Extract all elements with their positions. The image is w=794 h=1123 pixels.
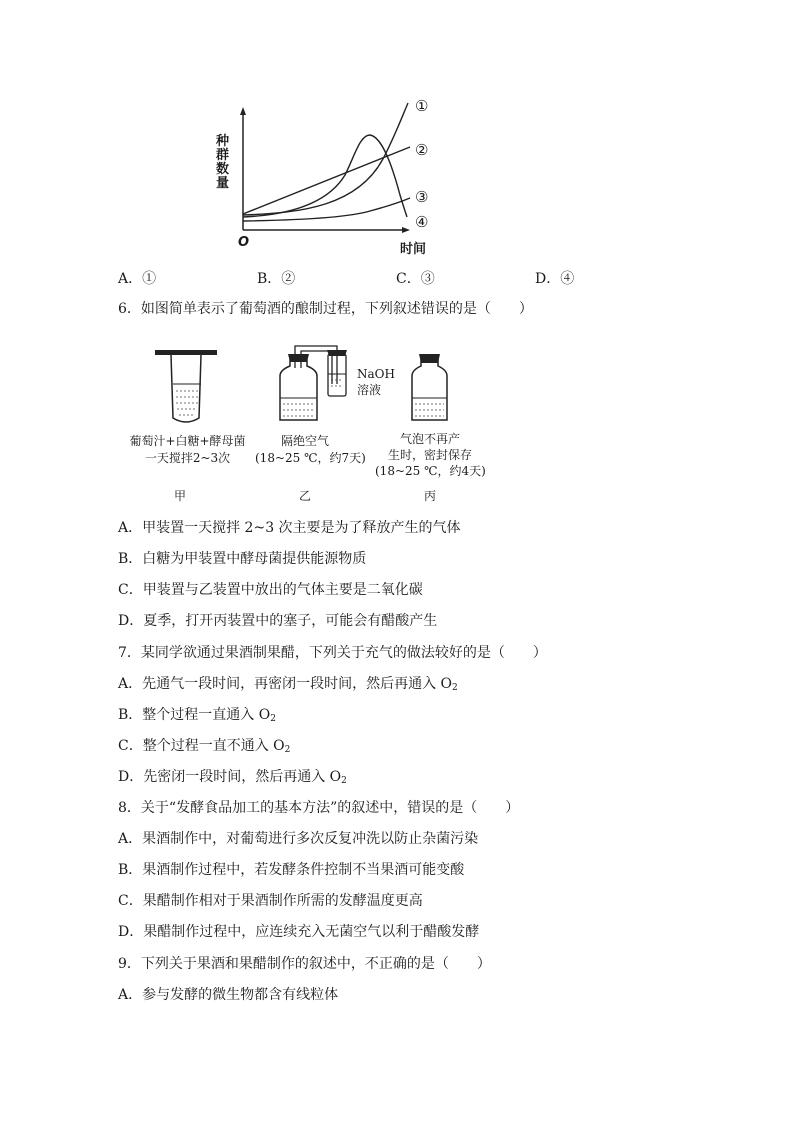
- jia-caption-line1: 葡萄汁+白糖+酵母菌: [129, 434, 246, 448]
- fermentation-figure: [125, 338, 495, 508]
- bing-caption-line3: (18~25 ℃，约4天): [375, 464, 486, 478]
- q7-option-c[interactable]: [118, 736, 290, 760]
- curve-1: [243, 103, 408, 215]
- x-axis-arrow: [402, 227, 410, 233]
- naoh-label-line1: NaOH: [357, 367, 395, 381]
- q7-stem: 7．某同学欲通过果酒制果醋，下列关于充气的做法较好的是（ ）: [118, 645, 547, 661]
- label-jia: 甲: [173, 489, 186, 503]
- q8-stem: 8．关于“发酵食品加工的基本方法”的叙述中，错误的是（ ）: [118, 800, 520, 816]
- yi-caption-line1: 隔绝空气: [280, 434, 329, 448]
- q6-option-b[interactable]: B．白糖为甲装置中酵母菌提供能源物质: [118, 551, 367, 567]
- q6-option-c[interactable]: C．甲装置与乙装置中放出的气体主要是二氧化碳: [118, 582, 423, 598]
- q6-option-a[interactable]: A．甲装置一天搅拌 2~3 次主要是为了释放产生的气体: [118, 520, 461, 536]
- q9-option-a[interactable]: A．参与发酵的微生物都含有线粒体: [118, 987, 339, 1003]
- q7-option-b-subscript: 2: [270, 714, 276, 724]
- y-axis-arrow: [240, 107, 246, 115]
- q7-option-d[interactable]: [118, 767, 347, 791]
- q5-option-c[interactable]: C．③: [396, 271, 435, 287]
- q6-stem: 6．如图简单表示了葡萄酒的酿制过程，下列叙述错误的是（ ）: [118, 301, 533, 317]
- q7-option-a-subscript: 2: [452, 683, 458, 693]
- bing-caption-line1: 气泡不再产: [399, 432, 460, 446]
- population-graph: [210, 95, 450, 260]
- q5-option-b[interactable]: B．②: [257, 271, 296, 287]
- fermentation-apparatus-svg: [125, 338, 495, 438]
- q6-option-d[interactable]: D．夏季，打开丙装置中的塞子，可能会有醋酸产生: [118, 613, 438, 629]
- q5-option-d[interactable]: D．④: [535, 271, 575, 287]
- curve-marker-4: ④: [415, 213, 429, 231]
- bing-caption-line2: 生时，密封保存: [387, 448, 472, 462]
- label-yi: 乙: [298, 489, 311, 503]
- q7-option-b-text: B．整个过程一直通入 O: [118, 707, 271, 723]
- q9-stem: 9．下列关于果酒和果醋制作的叙述中，不正确的是（ ）: [118, 956, 491, 972]
- x-axis-label: 时间: [400, 242, 427, 257]
- bottle-bing: [412, 354, 447, 420]
- q7-option-c-text: C．整个过程一直不通入 O: [118, 738, 285, 754]
- q7-option-d-subscript: 2: [341, 776, 347, 786]
- q8-option-d[interactable]: D．果醋制作过程中，应连续充入无菌空气以利于醋酸发酵: [118, 924, 480, 940]
- q8-option-b[interactable]: B．果酒制作过程中，若发酵条件控制不当果酒可能变酸: [118, 862, 465, 878]
- container-jia: [155, 350, 217, 422]
- jia-caption-line2: 一天搅拌2~3次: [144, 451, 231, 465]
- q7-option-d-text: D．先密闭一段时间，然后再通入 O: [118, 769, 342, 785]
- yi-caption-line2: (18~25 ℃，约7天): [255, 451, 366, 465]
- bottle-yi: [280, 346, 347, 420]
- q5-option-a[interactable]: A．①: [118, 271, 157, 287]
- curve-marker-2: ②: [415, 141, 429, 159]
- q7-option-c-subscript: 2: [284, 745, 291, 755]
- q7-option-a-text: A．先通气一段时间，再密闭一段时间，然后再通入 O: [118, 676, 453, 692]
- origin-label: O: [238, 235, 250, 250]
- q8-option-a[interactable]: A．果酒制作中，对葡萄进行多次反复冲洗以防止杂菌污染: [118, 831, 479, 847]
- q7-option-b[interactable]: [118, 705, 276, 729]
- curve-marker-3: ③: [415, 188, 429, 206]
- label-bing: 丙: [423, 489, 436, 503]
- q7-option-a[interactable]: [118, 674, 458, 698]
- curve-3: [243, 198, 410, 221]
- naoh-label-line2: 溶液: [357, 383, 382, 397]
- q8-option-c[interactable]: C．果醋制作相对于果酒制作所需的发酵温度更高: [118, 893, 423, 909]
- curve-marker-1: ①: [415, 97, 429, 115]
- y-axis-label: 种群数量: [216, 134, 230, 191]
